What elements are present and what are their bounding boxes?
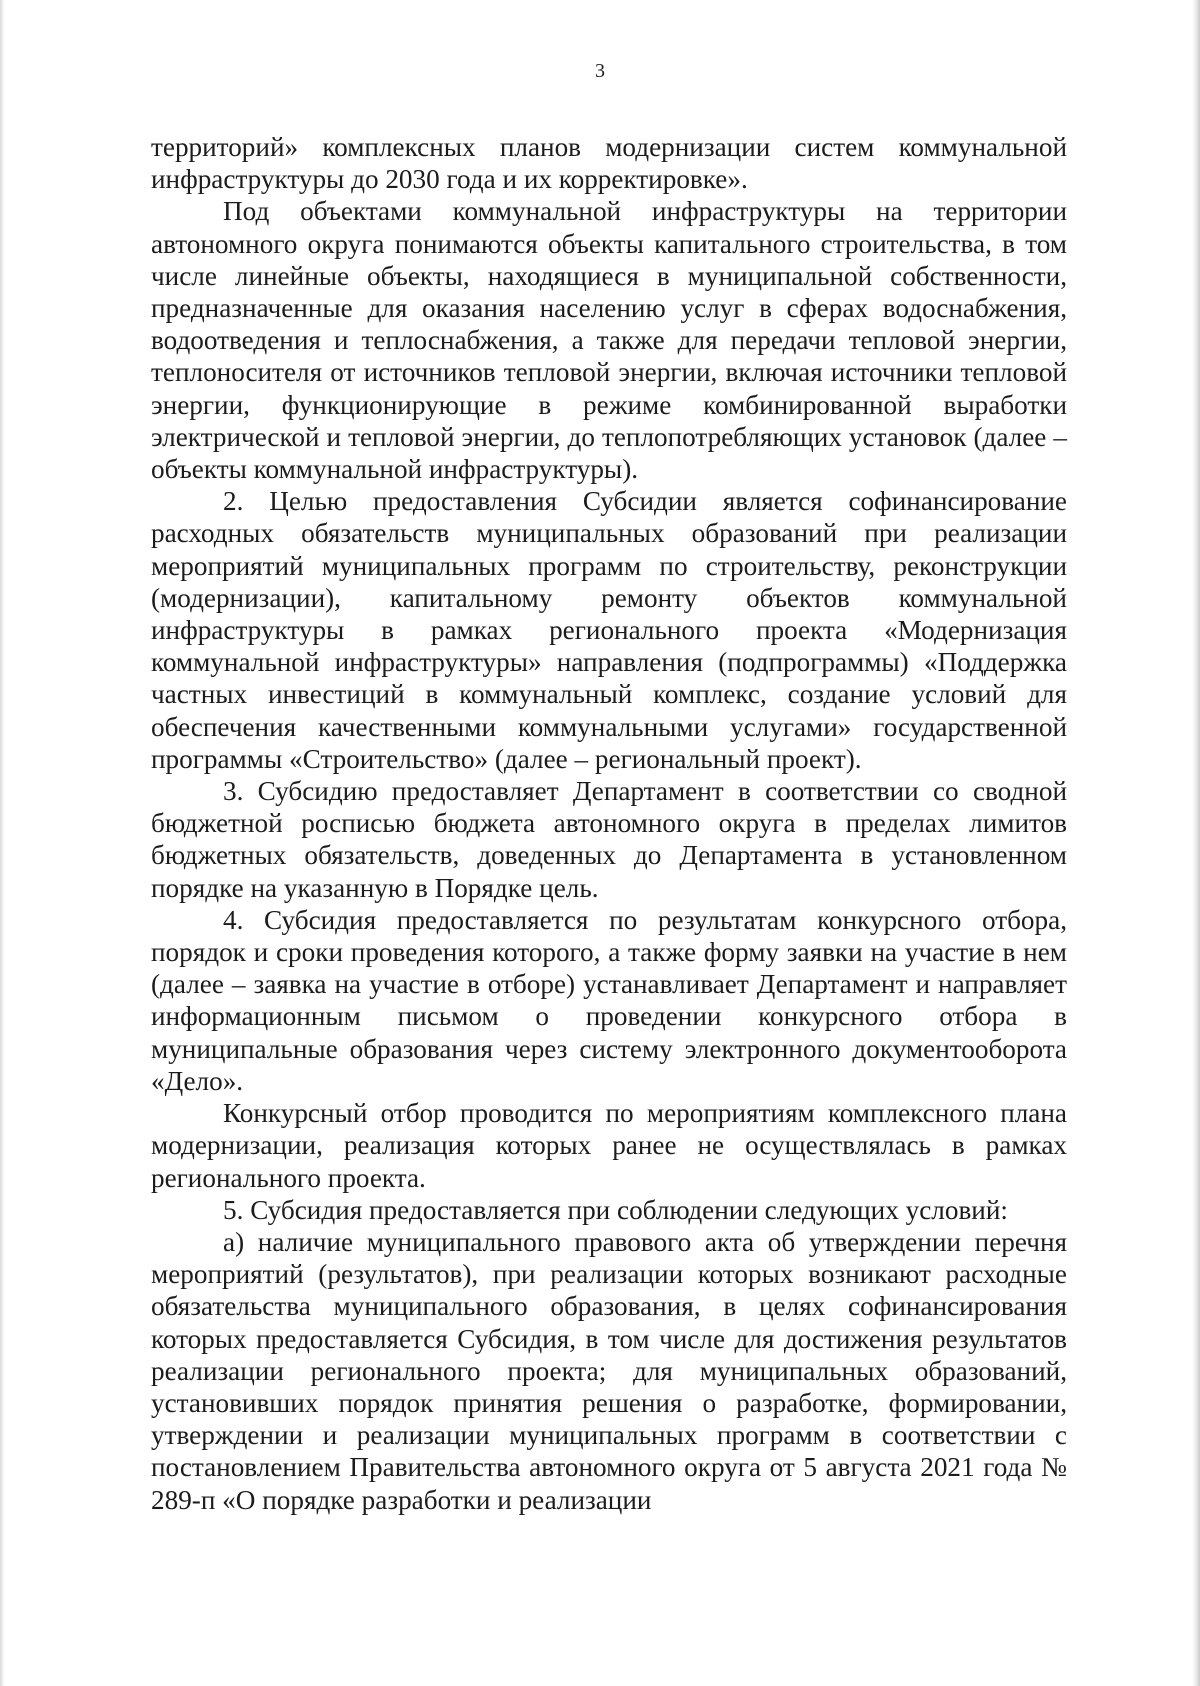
scan-edge-right: [1192, 0, 1200, 1686]
paragraph-item-5-conditions: 5. Субсидия предоставляется при соблюдении следующих условий:: [223, 1194, 1008, 1225]
paragraph-item-3-provider: 3. Субсидию предоставляет Департамент в соответствии со сводной бюджетной росписью бюджета автономного округа в пределах лимитов бюджетных обязательств, доведенных до Департамента в установленном порядке на указанную в Порядке цель.: [151, 776, 1067, 903]
paragraph-item-4-selection: 4. Субсидия предоставляется по результатам конкурсного отбора, порядок и сроки проведения которого, а также форму заявки на участие в нем (далее – заявка на участие в отборе) устанавливает Департамент и направляет информационным письмом о проведении конкурсного отбора в муниципальные образования через систему электронного документооборота «Дело».: [151, 904, 1067, 1096]
paragraph-condition-a: а) наличие муниципального правового акта об утверждении перечня мероприятий (результатов), при реализации которых возникают расходные обязательства муниципального образования, в целях софинансирования которых предоставляется Субсидия, в том числе для достижения результатов реализации регионального проекта; для муниципальных образований, установивших порядок принятия решения о разработке, формировании, утверждении и реализации муниципальных программ в соответствии с постановлением Правительства автономного округа от 5 августа 2021 года № 289-п «О порядке разработки и реализации: [151, 1226, 1067, 1515]
page-number: 3: [595, 60, 605, 82]
paragraph-continuation: территорий» комплексных планов модернизации систем коммунальной инфраструктуры до 2030 года и их корректировке».: [151, 132, 1067, 195]
scan-edge-left: [0, 0, 5, 1686]
paragraph-selection-scope: Конкурсный отбор проводится по мероприятиям комплексного плана модернизации, реализация которых ранее не осуществлялась в рамках регионального проекта.: [151, 1098, 1067, 1193]
paragraph-definition-objects: Под объектами коммунальной инфраструктуры на территории автономного округа понимаются объекты капитального строительства, в том числе линейные объекты, находящиеся в муниципальной собственности, предназначенные для оказания населению услуг в сферах водоснабжения, водоотведения и теплоснабжения, а также для передачи тепловой энергии, теплоносителя от источников тепловой энергии, включая источники тепловой энергии, функционирующие в режиме комбинированной выработки электрической и тепловой энергии, до теплопотребляющих установок (далее – объекты коммунальной инфраструктуры).: [151, 196, 1067, 485]
document-body: [151, 131, 1067, 1516]
paragraph-item-2-purpose: 2. Целью предоставления Субсидии является софинансирование расходных обязательств муниципальных образований при реализации мероприятий муниципальных программ по строительству, реконструкции (модернизации), капитальному ремонту объектов коммунальной инфраструктуры в рамках регионального проекта «Модернизация коммунальной инфраструктуры» направления (подпрограммы) «Поддержка частных инвестиций в коммунальный комплекс, создание условий для обеспечения качественными коммунальными услугами» государственной программы «Строительство» (далее – региональный проект).: [151, 486, 1067, 774]
